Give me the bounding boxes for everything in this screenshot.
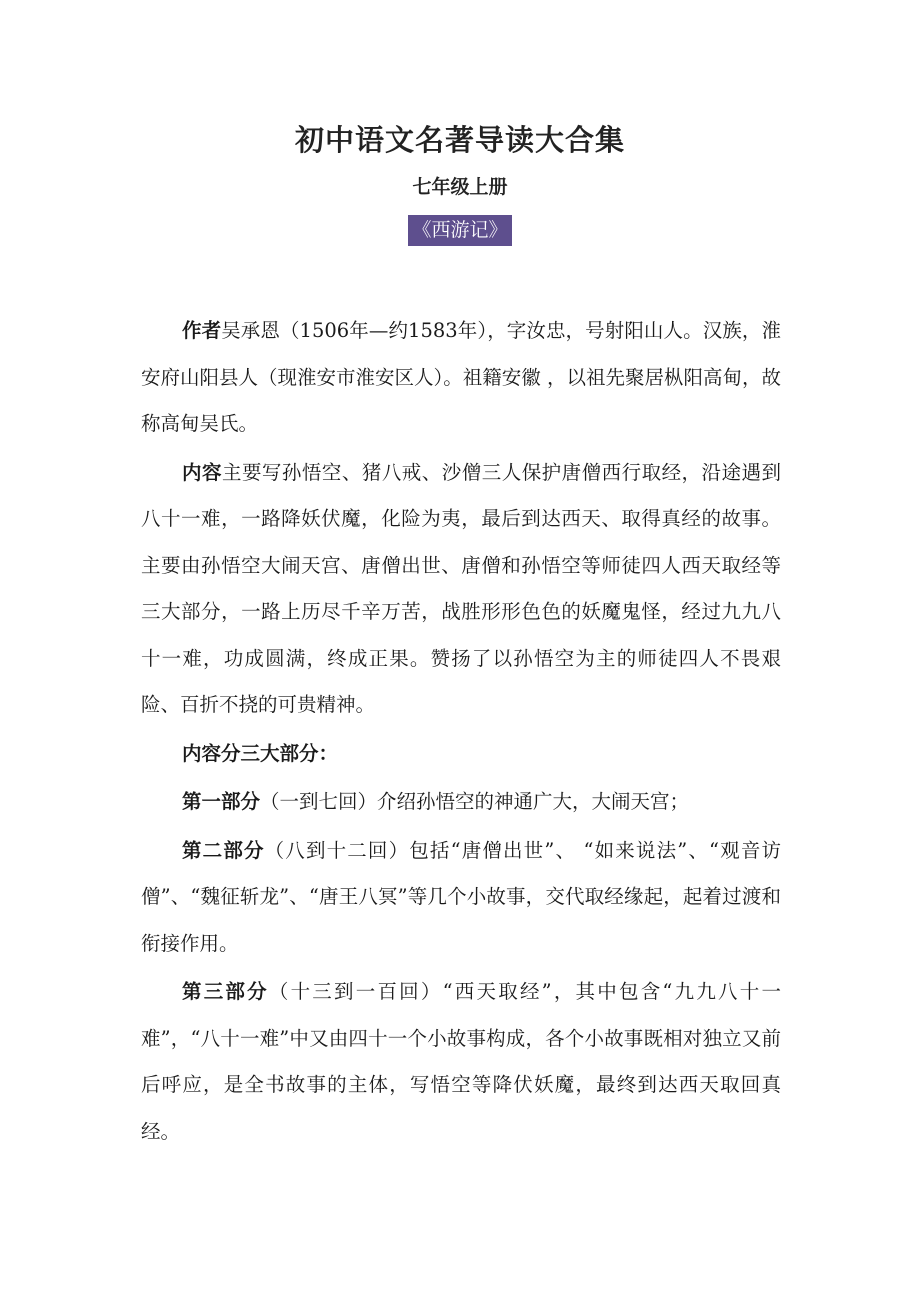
document-title: 初中语文名著导读大合集	[294, 123, 625, 157]
paragraph-label: 第二部分	[182, 838, 265, 862]
paragraph-label: 作者	[182, 319, 222, 342]
paragraph-label: 第三部分	[182, 980, 269, 1003]
book-title-wrap	[0, 215, 920, 246]
paragraph-text: 主要写孙悟空、猪八戒、沙僧三人保护唐僧西行取经，沿途遇到八十一难，一路降妖伏魔，化险为夷，最后到达西天、取得真经的故事。主要由孙悟空大闹天宫、唐僧出世、唐僧和孙悟空等师徒四人西天取经等三大部分，一路上历尽千辛万苦，战胜形形色色的妖魔鬼怪，经过九九八十一难，功成圆满，终成正果。赞扬了以孙悟空为主的师徒四人不畏艰险、百折不挠的可贵精神。	[141, 460, 781, 716]
part-three-paragraph	[141, 969, 781, 1155]
part-two-paragraph	[141, 828, 781, 968]
parts-heading	[141, 731, 781, 778]
paragraph-text: （一到七回）介绍孙悟空的神通广大，大闹天宫；	[260, 790, 690, 813]
part-one-paragraph	[141, 779, 781, 826]
book-title-highlight: 《西游记》	[408, 215, 511, 246]
author-paragraph	[141, 308, 781, 448]
paragraph-text: （十三到一百回）“西天取经”，其中包含“九九八十一难”，“八十一难”中又由四十一个小故事构成，各个小故事既相对独立又前后呼应，是全书故事的主体，写悟空等降伏妖魔，最终到达西天取回真经。	[141, 980, 781, 1143]
paragraph-label: 内容	[182, 460, 222, 484]
content-paragraph	[141, 450, 781, 729]
paragraph-label: 第一部分	[182, 790, 261, 813]
paragraph-text: 吴承恩（1506年—约1583年），字汝忠，号射阳山人。汉族，淮安府山阳县人（现淮安市淮安区人）。祖籍安徽 ，以祖先聚居枞阳高甸，故称高甸吴氏。	[141, 319, 781, 435]
grade-subtitle: 七年级上册	[412, 176, 508, 198]
paragraph-label: 内容分三大部分：	[182, 741, 339, 765]
document-body	[141, 308, 781, 1157]
paragraph-text: （八到十二回）包括“唐僧出世”、 “如来说法”、“观音访僧”、“魏征斩龙”、“唐王八冥”等几个小故事，交代取经缘起，起着过渡和衔接作用。	[141, 838, 781, 955]
